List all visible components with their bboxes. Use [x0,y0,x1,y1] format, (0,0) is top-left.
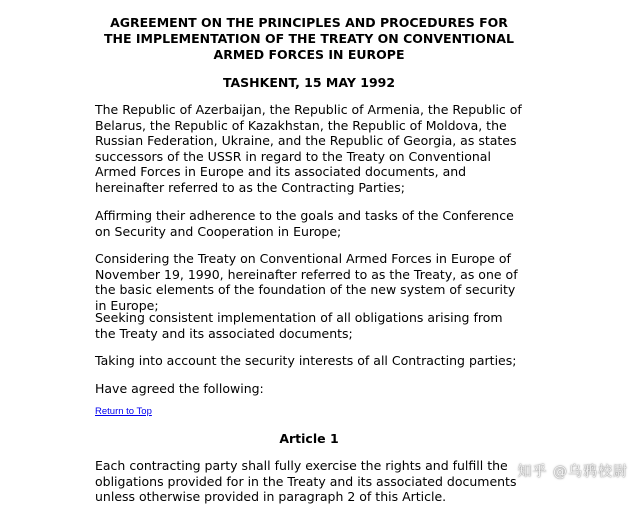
article-heading: Article 1 [279,431,339,446]
document-dateline: TASHKENT, 15 MAY 1992 [222,75,396,90]
preamble-paragraph: Taking into account the security interests of all Contracting parties; [95,353,517,368]
article-paragraph: Each contracting party shall fully exercise the rights and fulfill the obligations provided for in the Treaty and its associated documents unless otherwise provided in paragraph 2 of this Article. [95,458,517,505]
document-title: AGREEMENT ON THE PRINCIPLES AND PROCEDURES FOR THE IMPLEMENTATION OF THE TREATY ON CONVENTIONAL ARMED FORCES IN EUROPE [104,15,514,62]
preamble-paragraph: Affirming their adherence to the goals and tasks of the Conference on Security and Cooperation in Europe; [95,208,514,239]
preamble-paragraph: The Republic of Azerbaijan, the Republic of Armenia, the Republic of Belarus, the Republic of Kazakhstan, the Republic of Moldova, the Russian Federation, Ukraine, and the Republic of Georgia, as states successors of the USSR in regard to the Treaty on Conventional Armed Forces in Europe and its associated documents, and hereinafter referred to as the Contracting Parties; [95,102,522,195]
preamble-paragraph: Considering the Treaty on Conventional Armed Forces in Europe of November 19, 1990, hereinafter referred to as the Treaty, as one of the basic elements of the foundation of the new system of security in Europe; [95,251,518,313]
preamble-paragraph: Have agreed the following: [95,381,264,396]
return-to-top-link[interactable]: Return to Top [95,406,152,417]
preamble-paragraph: Seeking consistent implementation of all obligations arising from the Treaty and its associated documents; [95,310,503,341]
watermark-text: 知乎 @乌鸦校尉 [517,464,628,480]
